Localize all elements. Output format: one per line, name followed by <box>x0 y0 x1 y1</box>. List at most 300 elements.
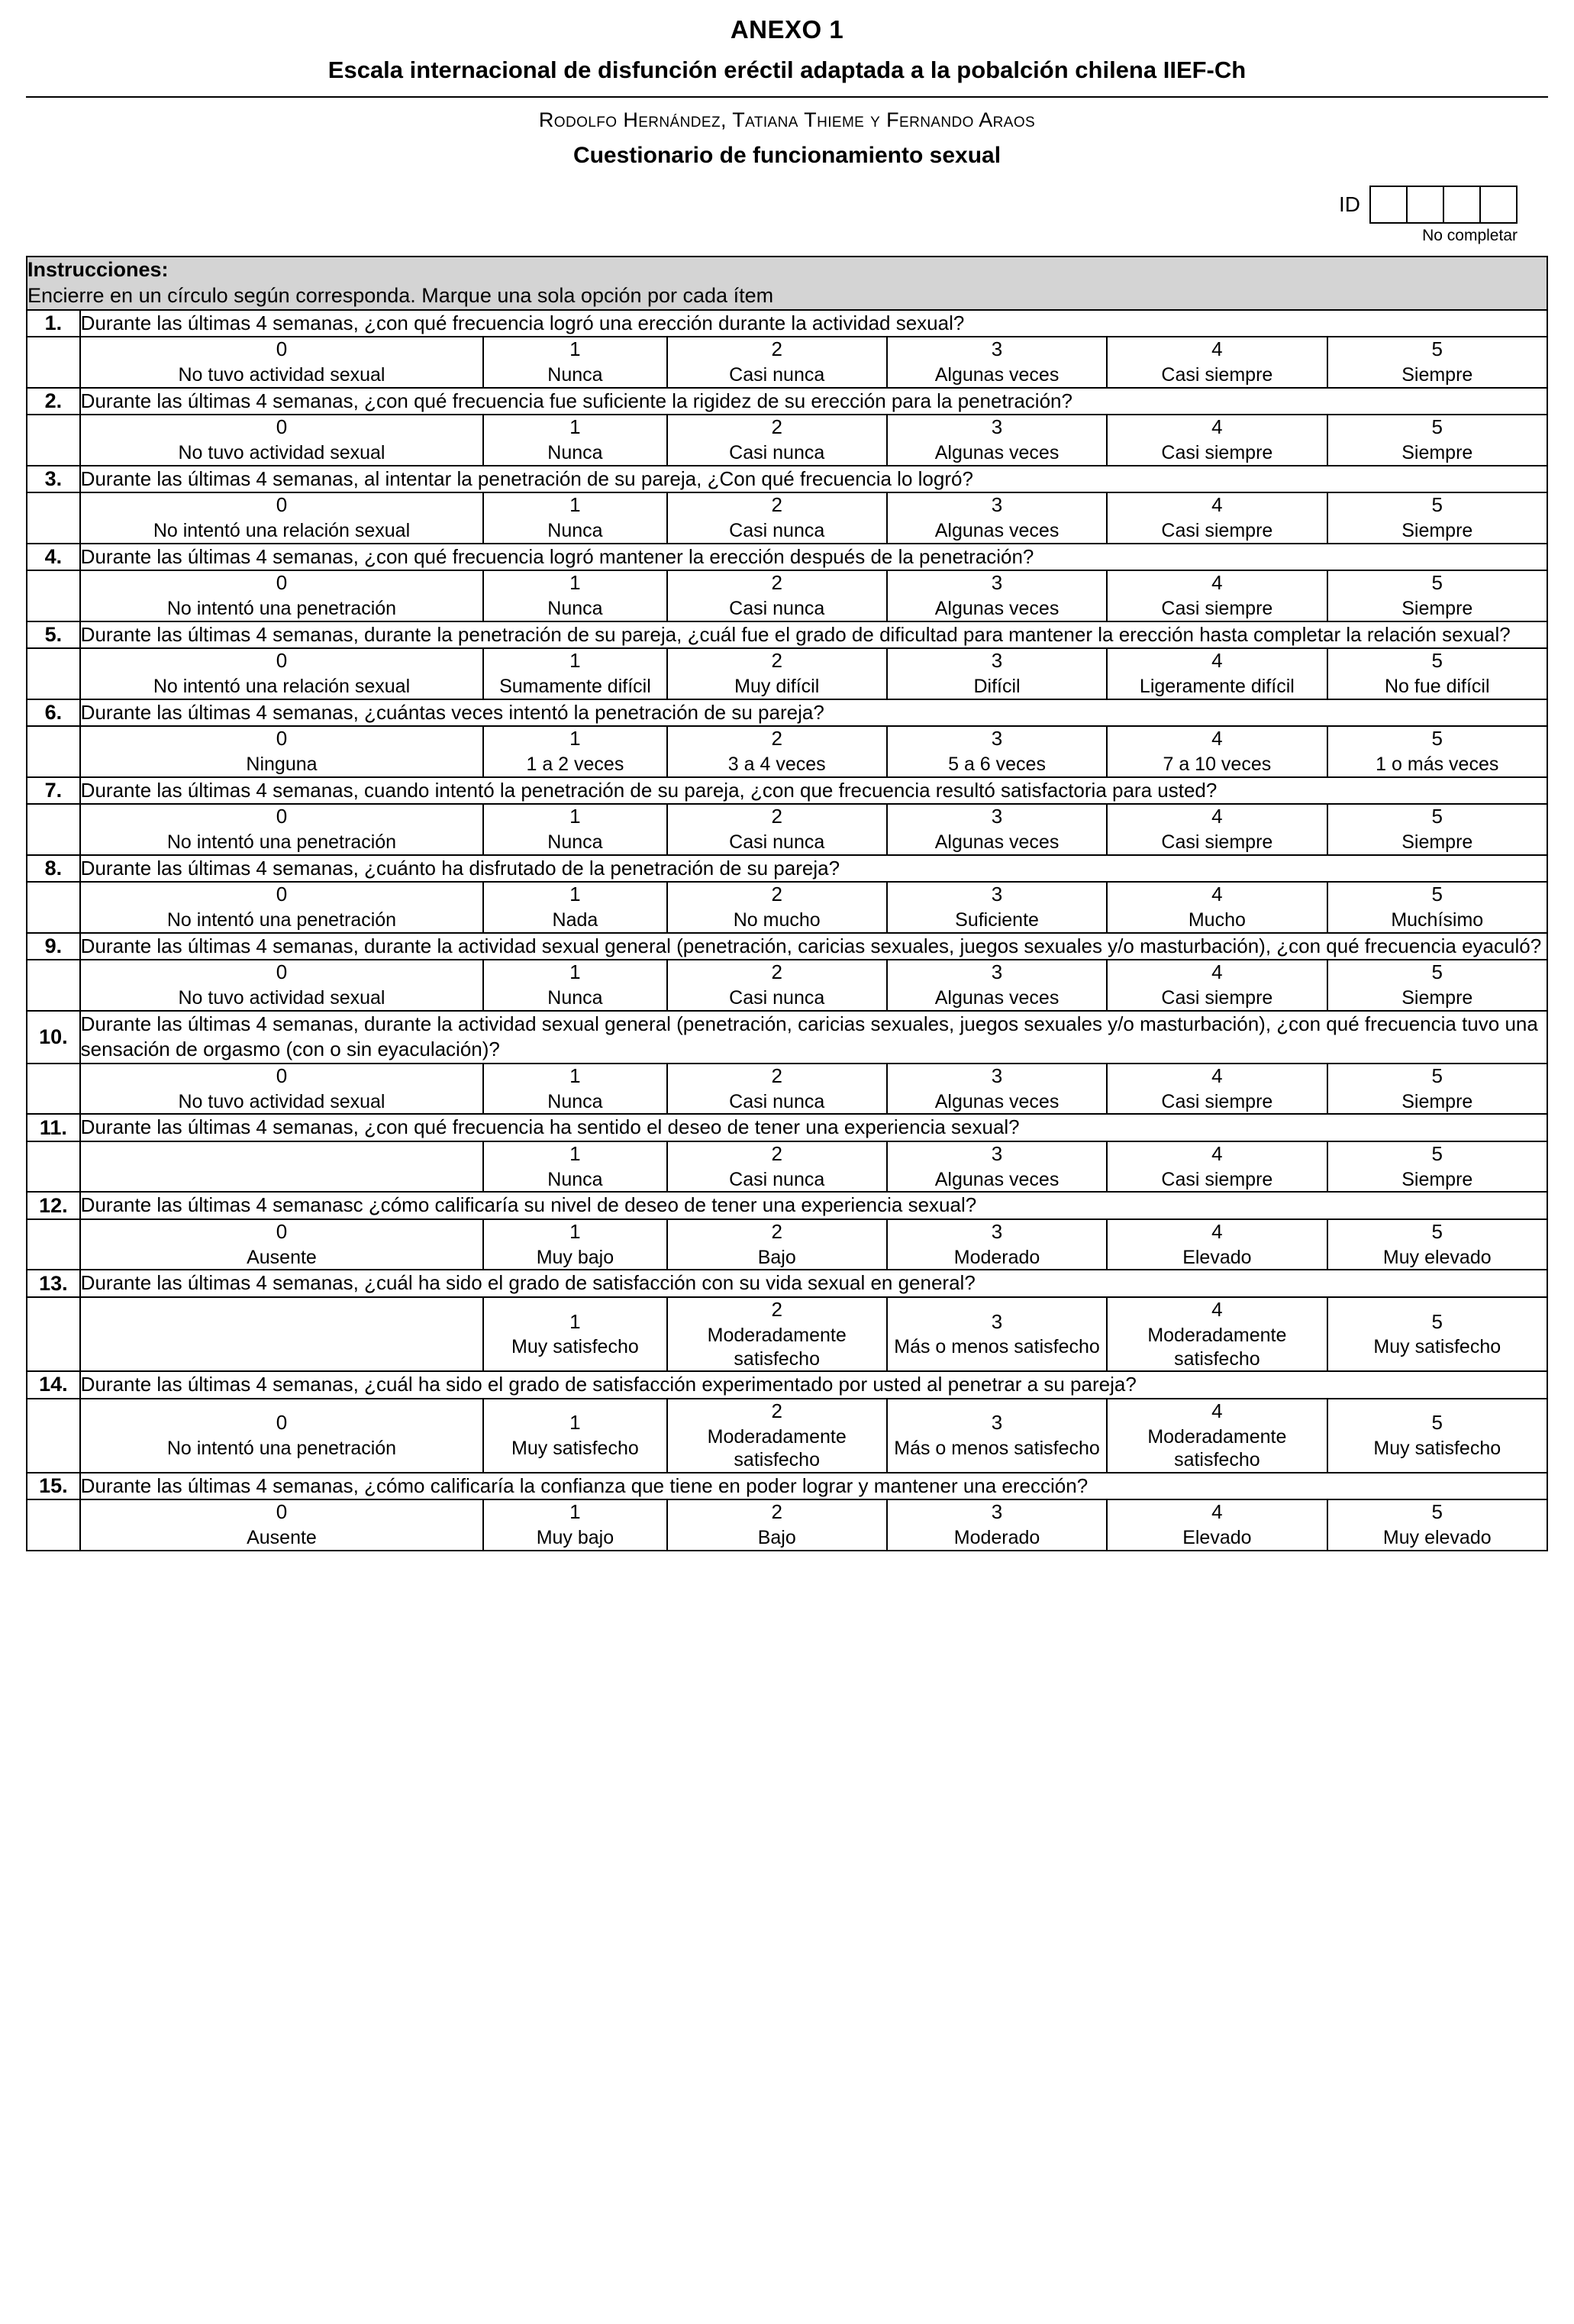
answer-option-value[interactable]: 4 <box>1211 493 1223 517</box>
answer-option-value[interactable]: 2 <box>771 337 782 361</box>
answer-option[interactable] <box>1327 1219 1547 1270</box>
question-number: 3. <box>27 466 80 493</box>
answer-option-label: Nunca <box>547 1090 603 1112</box>
answer-option[interactable] <box>667 882 887 932</box>
id-box-1[interactable] <box>1369 186 1408 224</box>
answer-option-value[interactable]: 1 <box>569 883 581 906</box>
answer-option[interactable] <box>483 1297 666 1371</box>
answer-option-value[interactable]: 0 <box>276 415 288 439</box>
answer-option-value[interactable]: 2 <box>771 571 782 595</box>
question-text: Durante las últimas 4 semanas, ¿cuántas veces intentó la penetración de su pareja? <box>80 699 1547 727</box>
answer-option-label: Algunas veces <box>934 831 1060 854</box>
question-text: Durante las últimas 4 semanas, ¿cuánto ha disfrutado de la penetración de su pareja? <box>80 855 1547 883</box>
answer-option[interactable] <box>667 960 887 1010</box>
answer-option[interactable] <box>80 1064 484 1114</box>
answer-option-value[interactable]: 1 <box>569 337 581 361</box>
answer-option[interactable] <box>483 882 666 932</box>
answer-option-value[interactable]: 3 <box>991 1220 1003 1244</box>
instructions-cell <box>27 257 1547 310</box>
options-row <box>27 648 1547 699</box>
question-text: Durante las últimas 4 semanasc ¿cómo calificaría su nivel de deseo de tener una experiencia sexual? <box>80 1192 1547 1219</box>
answer-option-label: Siempre <box>1401 520 1473 542</box>
answer-option[interactable] <box>1107 1297 1327 1371</box>
answer-option[interactable] <box>1327 648 1547 699</box>
answer-option-label: Siempre <box>1401 831 1473 854</box>
answer-option-value[interactable]: 5 <box>1431 493 1443 517</box>
answer-option[interactable] <box>80 648 484 699</box>
answer-option-value[interactable]: 0 <box>276 1500 288 1524</box>
answer-option[interactable] <box>483 337 666 387</box>
question-number: 11. <box>27 1114 80 1141</box>
answer-option-value[interactable]: 4 <box>1211 1298 1223 1322</box>
answer-option-value[interactable]: 5 <box>1431 649 1443 673</box>
question-number: 9. <box>27 933 80 960</box>
answer-option-label: Suficiente <box>955 909 1039 931</box>
answer-option-value[interactable]: 3 <box>991 337 1003 361</box>
answer-option-label: Casi siempre <box>1161 1090 1273 1112</box>
answer-option[interactable] <box>1327 492 1547 543</box>
answer-option[interactable] <box>1107 1141 1327 1192</box>
answer-option-value[interactable]: 2 <box>771 883 782 906</box>
answer-option[interactable] <box>1107 960 1327 1010</box>
answer-option-value[interactable]: 2 <box>771 649 782 673</box>
answer-option[interactable] <box>1107 415 1327 465</box>
answer-option-value[interactable]: 0 <box>276 1411 288 1435</box>
answer-option[interactable] <box>667 1219 887 1270</box>
answer-option[interactable] <box>1327 570 1547 621</box>
answer-option-value[interactable]: 2 <box>771 1399 782 1422</box>
question-number: 15. <box>27 1473 80 1500</box>
answer-option[interactable] <box>80 1399 484 1473</box>
answer-option[interactable] <box>667 415 887 465</box>
answer-option[interactable] <box>80 726 484 776</box>
options-row <box>27 415 1547 465</box>
answer-option-label: Muy bajo <box>536 1527 614 1549</box>
answer-option-value[interactable]: 3 <box>991 649 1003 673</box>
answer-option[interactable] <box>80 804 484 854</box>
answer-option-label: Nunca <box>547 520 603 542</box>
answer-option-label: Casi nunca <box>729 520 825 542</box>
answer-option-value[interactable]: 2 <box>771 1220 782 1244</box>
id-box-2[interactable] <box>1406 186 1444 224</box>
answer-option[interactable] <box>667 726 887 776</box>
answer-option[interactable] <box>483 415 666 465</box>
question-number: 1. <box>27 310 80 337</box>
answer-option-value[interactable]: 0 <box>276 1064 288 1088</box>
answer-option-label: Casi nunca <box>729 598 825 620</box>
answer-option-value[interactable]: 4 <box>1211 1399 1223 1422</box>
answer-option-label: No intentó una penetración <box>166 909 397 931</box>
question-text: Durante las últimas 4 semanas, ¿cómo calificaría la confianza que tiene en poder lograr y mantener una erección? <box>80 1473 1547 1500</box>
answer-option[interactable] <box>667 1499 887 1550</box>
answer-option-label: Nunca <box>547 831 603 854</box>
answer-option-value[interactable]: 0 <box>276 493 288 517</box>
answer-option[interactable] <box>1107 726 1327 776</box>
answer-option-value[interactable]: 2 <box>771 1298 782 1322</box>
answer-option-value[interactable]: 1 <box>569 1500 581 1524</box>
answer-option[interactable] <box>80 570 484 621</box>
answer-option-value[interactable]: 4 <box>1211 337 1223 361</box>
answer-option[interactable] <box>80 960 484 1010</box>
answer-option-value[interactable]: 5 <box>1431 1142 1443 1166</box>
answer-option-value[interactable]: 3 <box>991 960 1003 984</box>
answer-option[interactable] <box>667 492 887 543</box>
answer-option-label: Ninguna <box>246 754 318 776</box>
answer-option-label: Casi siempre <box>1161 364 1273 386</box>
options-row <box>27 492 1547 543</box>
answer-option[interactable] <box>483 1499 666 1550</box>
answer-option-label: No intentó una penetración <box>166 1437 397 1459</box>
options-row-spacer <box>27 492 80 543</box>
answer-option[interactable] <box>483 492 666 543</box>
options-row-spacer <box>27 337 80 387</box>
answer-option-label: Muy bajo <box>536 1246 614 1268</box>
answer-option[interactable] <box>887 1064 1107 1114</box>
question-number: 7. <box>27 777 80 805</box>
answer-option-value[interactable]: 0 <box>276 805 288 828</box>
answer-option[interactable] <box>887 648 1107 699</box>
answer-option-label: Casi siempre <box>1161 1168 1273 1190</box>
answer-option-label: Nada <box>552 909 598 931</box>
answer-option-value[interactable]: 1 <box>569 493 581 517</box>
answer-option-label: Casi siempre <box>1161 598 1273 620</box>
answer-option-label: Moderadamente satisfecho <box>1147 1325 1287 1370</box>
answer-option-value[interactable]: 0 <box>276 337 288 361</box>
answer-option-label: Más o menos satisfecho <box>894 1437 1100 1459</box>
answer-option[interactable] <box>887 726 1107 776</box>
answer-option-value[interactable]: 3 <box>991 571 1003 595</box>
answer-option[interactable] <box>483 1399 666 1473</box>
answer-option-value[interactable]: 1 <box>569 1411 581 1435</box>
answer-option-label: No mucho <box>733 909 821 931</box>
answer-option-value[interactable]: 5 <box>1431 805 1443 828</box>
id-box-3[interactable] <box>1443 186 1481 224</box>
answer-option-value[interactable]: 5 <box>1431 1064 1443 1088</box>
answer-option-value[interactable]: 4 <box>1211 883 1223 906</box>
answer-option[interactable] <box>1327 1141 1547 1192</box>
answer-option[interactable] <box>887 1399 1107 1473</box>
options-row-spacer <box>27 1297 80 1371</box>
answer-option-value[interactable]: 4 <box>1211 571 1223 595</box>
answer-option-value[interactable]: 0 <box>276 1220 288 1244</box>
answer-option[interactable] <box>1327 1064 1547 1114</box>
answer-option-value[interactable]: 1 <box>569 1309 581 1333</box>
answer-option-value[interactable]: 5 <box>1431 571 1443 595</box>
answer-option-label: Algunas veces <box>934 598 1060 620</box>
answer-option-value[interactable]: 0 <box>276 883 288 906</box>
answer-option[interactable] <box>80 492 484 543</box>
answer-option-label: Casi siempre <box>1161 442 1273 464</box>
answer-option[interactable] <box>483 726 666 776</box>
answer-option-label: Ligeramente difícil <box>1139 676 1295 698</box>
answer-option-label: Nunca <box>547 364 603 386</box>
options-row <box>27 570 1547 621</box>
answer-option-value[interactable]: 4 <box>1211 805 1223 828</box>
options-row <box>27 1499 1547 1550</box>
answer-option-value[interactable]: 2 <box>771 1064 782 1088</box>
answer-option[interactable] <box>667 648 887 699</box>
answer-option[interactable] <box>887 337 1107 387</box>
question-number: 12. <box>27 1192 80 1219</box>
answer-option[interactable] <box>80 1297 484 1371</box>
answer-option[interactable] <box>80 1499 484 1550</box>
answer-option-value[interactable]: 4 <box>1211 960 1223 984</box>
answer-option[interactable] <box>80 1219 484 1270</box>
answer-option-value[interactable]: 4 <box>1211 1064 1223 1088</box>
id-boxes[interactable] <box>1371 186 1518 224</box>
question-row <box>27 1371 1547 1399</box>
answer-option[interactable] <box>1107 1064 1327 1114</box>
id-label: ID <box>1339 192 1360 216</box>
answer-option-value[interactable]: 4 <box>1211 727 1223 750</box>
answer-option[interactable] <box>1107 1499 1327 1550</box>
questionnaire-table <box>26 256 1548 1551</box>
answer-option-value[interactable]: 5 <box>1431 1500 1443 1524</box>
answer-option[interactable] <box>887 1141 1107 1192</box>
answer-option[interactable] <box>887 570 1107 621</box>
answer-option-value[interactable]: 2 <box>771 1500 782 1524</box>
answer-option-value[interactable]: 4 <box>1211 1142 1223 1166</box>
answer-option[interactable] <box>667 570 887 621</box>
answer-option-value[interactable]: 3 <box>991 1064 1003 1088</box>
question-text: Durante las últimas 4 semanas, durante la penetración de su pareja, ¿cuál fue el grado de dificultad para mantener la erección hasta completar la relación sexual? <box>80 621 1547 649</box>
answer-option[interactable] <box>667 804 887 854</box>
question-number: 5. <box>27 621 80 649</box>
answer-option-label: Casi siempre <box>1161 831 1273 854</box>
answer-option-value[interactable]: 1 <box>569 727 581 750</box>
answer-option[interactable] <box>667 1399 887 1473</box>
answer-option-value[interactable]: 5 <box>1431 1309 1443 1333</box>
answer-option-value[interactable]: 3 <box>991 1411 1003 1435</box>
question-number: 4. <box>27 544 80 571</box>
answer-option-value[interactable]: 5 <box>1431 337 1443 361</box>
answer-option-label: Muy elevado <box>1382 1246 1492 1268</box>
answer-option-value[interactable]: 2 <box>771 493 782 517</box>
answer-option-label: Casi nunca <box>729 1090 825 1112</box>
answer-option-value[interactable]: 1 <box>569 415 581 439</box>
answer-option[interactable] <box>1107 492 1327 543</box>
options-row <box>27 337 1547 387</box>
answer-option-value[interactable]: 0 <box>276 960 288 984</box>
answer-option[interactable] <box>667 1141 887 1192</box>
instructions-title: Instrucciones: <box>27 258 169 281</box>
page-title: Escala internacional de disfunción eréctil adaptada a la pobalción chilena IIEF-Ch <box>327 56 1247 83</box>
answer-option[interactable] <box>1327 415 1547 465</box>
answer-option-label: Casi nunca <box>729 987 825 1009</box>
answer-option-label: Casi siempre <box>1161 520 1273 542</box>
answer-option[interactable] <box>483 1141 666 1192</box>
question-text: Durante las últimas 4 semanas, durante la actividad sexual general (penetración, caricias sexuales, juegos sexuales y/o masturbación), ¿con qué frecuencia eyaculó? <box>80 933 1547 960</box>
answer-option-label: Ausente <box>247 1527 317 1549</box>
question-text: Durante las últimas 4 semanas, al intentar la penetración de su pareja, ¿Con qué frecuencia lo logró? <box>80 466 1547 493</box>
answer-option[interactable] <box>80 337 484 387</box>
answer-option[interactable] <box>1327 804 1547 854</box>
options-row-spacer <box>27 960 80 1010</box>
answer-option-value[interactable]: 3 <box>991 805 1003 828</box>
answer-option-value[interactable]: 3 <box>991 883 1003 906</box>
answer-option[interactable] <box>1327 1399 1547 1473</box>
answer-option-label: Nunca <box>547 598 603 620</box>
answer-option-value[interactable]: 3 <box>991 415 1003 439</box>
answer-option-label: Moderadamente satisfecho <box>1147 1425 1287 1471</box>
answer-option[interactable] <box>1107 1399 1327 1473</box>
answer-option-label: No tuvo actividad sexual <box>178 987 385 1009</box>
answer-option-value[interactable]: 1 <box>569 960 581 984</box>
answer-option-value[interactable]: 3 <box>991 1142 1003 1166</box>
answer-option-label: No intentó una relación sexual <box>153 676 411 698</box>
question-text: Durante las últimas 4 semanas, ¿cuál ha sido el grado de satisfacción experimentado por usted al penetrar a su pareja? <box>80 1371 1547 1399</box>
id-box-4[interactable] <box>1479 186 1518 224</box>
answer-option[interactable] <box>1327 1297 1547 1371</box>
options-row-spacer <box>27 726 80 776</box>
answer-option[interactable] <box>1327 726 1547 776</box>
question-text: Durante las últimas 4 semanas, durante la actividad sexual general (penetración, caricias sexuales, juegos sexuales y/o masturbación), ¿con qué frecuencia tuvo una sensación de orgasmo (con o sin eyaculación)? <box>80 1011 1547 1064</box>
questionnaire-subtitle: Cuestionario de funcionamiento sexual <box>573 143 1001 168</box>
answer-option-value[interactable]: 2 <box>771 805 782 828</box>
answer-option[interactable] <box>887 882 1107 932</box>
answer-option-label: No tuvo actividad sexual <box>178 364 385 386</box>
answer-option-label: Casi nunca <box>729 831 825 854</box>
answer-option-label: Muy elevado <box>1382 1527 1492 1549</box>
answer-option-value[interactable]: 4 <box>1211 1500 1223 1524</box>
question-text: Durante las últimas 4 semanas, cuando intentó la penetración de su pareja, ¿con que frecuencia resultó satisfactoria para usted? <box>80 777 1547 805</box>
answer-option-label: Más o menos satisfecho <box>894 1336 1100 1358</box>
answer-option[interactable] <box>80 882 484 932</box>
answer-option-value[interactable]: 1 <box>569 649 581 673</box>
answer-option[interactable] <box>1327 960 1547 1010</box>
options-row-spacer <box>27 1064 80 1114</box>
answer-option-value[interactable]: 0 <box>276 649 288 673</box>
answer-option-value[interactable]: 2 <box>771 1142 782 1166</box>
answer-option-value[interactable]: 4 <box>1211 1220 1223 1244</box>
answer-option-value[interactable]: 5 <box>1431 1220 1443 1244</box>
answer-option[interactable] <box>483 1219 666 1270</box>
answer-option-value[interactable]: 2 <box>771 960 782 984</box>
answer-option[interactable] <box>80 1141 484 1192</box>
answer-option-value[interactable]: 3 <box>991 727 1003 750</box>
answer-option-value[interactable]: 0 <box>276 571 288 595</box>
answer-option-label: Nunca <box>547 1168 603 1190</box>
options-row-spacer <box>27 882 80 932</box>
answer-option-value[interactable]: 5 <box>1431 883 1443 906</box>
answer-option-value[interactable]: 3 <box>991 493 1003 517</box>
answer-option[interactable] <box>667 1297 887 1371</box>
answer-option[interactable] <box>1107 804 1327 854</box>
answer-option-label: 3 a 4 veces <box>727 754 826 776</box>
answer-option-value[interactable]: 1 <box>569 571 581 595</box>
answer-option-value[interactable]: 2 <box>771 727 782 750</box>
answer-option-label: Nunca <box>547 987 603 1009</box>
question-row <box>27 1011 1547 1064</box>
question-text: Durante las últimas 4 semanas, ¿con qué frecuencia logró una erección durante la actividad sexual? <box>80 310 1547 337</box>
question-text: Durante las últimas 4 semanas, ¿con qué frecuencia fue suficiente la rigidez de su erección para la penetración? <box>80 388 1547 415</box>
answer-option-label: Casi nunca <box>729 1168 825 1190</box>
answer-option-label: No tuvo actividad sexual <box>178 442 385 464</box>
answer-option-value[interactable]: 4 <box>1211 415 1223 439</box>
answer-option-value[interactable]: 3 <box>991 1500 1003 1524</box>
answer-option[interactable] <box>887 1499 1107 1550</box>
answer-option-label: Moderado <box>953 1527 1040 1549</box>
answer-option-label: Casi nunca <box>729 364 825 386</box>
answer-option[interactable] <box>887 804 1107 854</box>
answer-option[interactable] <box>1107 648 1327 699</box>
answer-option[interactable] <box>667 1064 887 1114</box>
answer-option-label: Algunas veces <box>934 1168 1060 1190</box>
answer-option[interactable] <box>483 804 666 854</box>
answer-option[interactable] <box>887 1297 1107 1371</box>
answer-option[interactable] <box>1327 1499 1547 1550</box>
options-row <box>27 726 1547 776</box>
answer-option[interactable] <box>1327 882 1547 932</box>
options-row <box>27 1219 1547 1270</box>
answer-option[interactable] <box>80 415 484 465</box>
answer-option[interactable] <box>887 492 1107 543</box>
question-text: Durante las últimas 4 semanas, ¿cuál ha sido el grado de satisfacción con su vida sexual en general? <box>80 1270 1547 1297</box>
answer-option-value[interactable]: 5 <box>1431 960 1443 984</box>
answer-option-label: Algunas veces <box>934 364 1060 386</box>
answer-option[interactable] <box>483 960 666 1010</box>
options-row-spacer <box>27 415 80 465</box>
answer-option-label: Elevado <box>1182 1246 1252 1268</box>
options-row <box>27 1064 1547 1114</box>
answer-option-value[interactable]: 0 <box>276 727 288 750</box>
answer-option-label: Bajo <box>757 1527 796 1549</box>
answer-option[interactable] <box>1107 570 1327 621</box>
answer-option-value[interactable]: 1 <box>569 1142 581 1166</box>
answer-option-value[interactable]: 3 <box>991 1309 1003 1333</box>
answer-option[interactable] <box>887 415 1107 465</box>
answer-option-value[interactable]: 1 <box>569 805 581 828</box>
answer-option-label: Siempre <box>1401 364 1473 386</box>
answer-option-label: Siempre <box>1401 987 1473 1009</box>
answer-option[interactable] <box>887 1219 1107 1270</box>
question-row <box>27 855 1547 883</box>
question-number: 8. <box>27 855 80 883</box>
question-number: 14. <box>27 1371 80 1399</box>
answer-option-label: Moderadamente satisfecho <box>707 1325 847 1370</box>
answer-option-value[interactable]: 5 <box>1431 415 1443 439</box>
answer-option[interactable] <box>483 648 666 699</box>
question-number: 6. <box>27 699 80 727</box>
answer-option-label: No intentó una relación sexual <box>153 520 411 542</box>
options-row <box>27 960 1547 1010</box>
answer-option-value[interactable]: 4 <box>1211 649 1223 673</box>
answer-option-value[interactable]: 5 <box>1431 1411 1443 1435</box>
questionnaire-body <box>27 257 1547 1551</box>
answer-option[interactable] <box>1107 1219 1327 1270</box>
id-field-row <box>26 186 1518 224</box>
answer-option-label: Nunca <box>547 442 603 464</box>
question-row <box>27 621 1547 649</box>
instructions-row <box>27 257 1547 310</box>
answer-option-value[interactable]: 1 <box>569 1064 581 1088</box>
options-row <box>27 804 1547 854</box>
answer-option[interactable] <box>1107 882 1327 932</box>
answer-option[interactable] <box>483 570 666 621</box>
question-row <box>27 1270 1547 1297</box>
answer-option[interactable] <box>1107 337 1327 387</box>
answer-option[interactable] <box>667 337 887 387</box>
answer-option-value[interactable]: 5 <box>1431 727 1443 750</box>
answer-option-label: Sumamente difícil <box>499 676 651 698</box>
answer-option[interactable] <box>887 960 1107 1010</box>
answer-option[interactable] <box>1327 337 1547 387</box>
answer-option-value[interactable]: 1 <box>569 1220 581 1244</box>
answer-option-value[interactable]: 2 <box>771 415 782 439</box>
answer-option-label: Difícil <box>973 676 1021 698</box>
options-row <box>27 1399 1547 1473</box>
answer-option[interactable] <box>483 1064 666 1114</box>
